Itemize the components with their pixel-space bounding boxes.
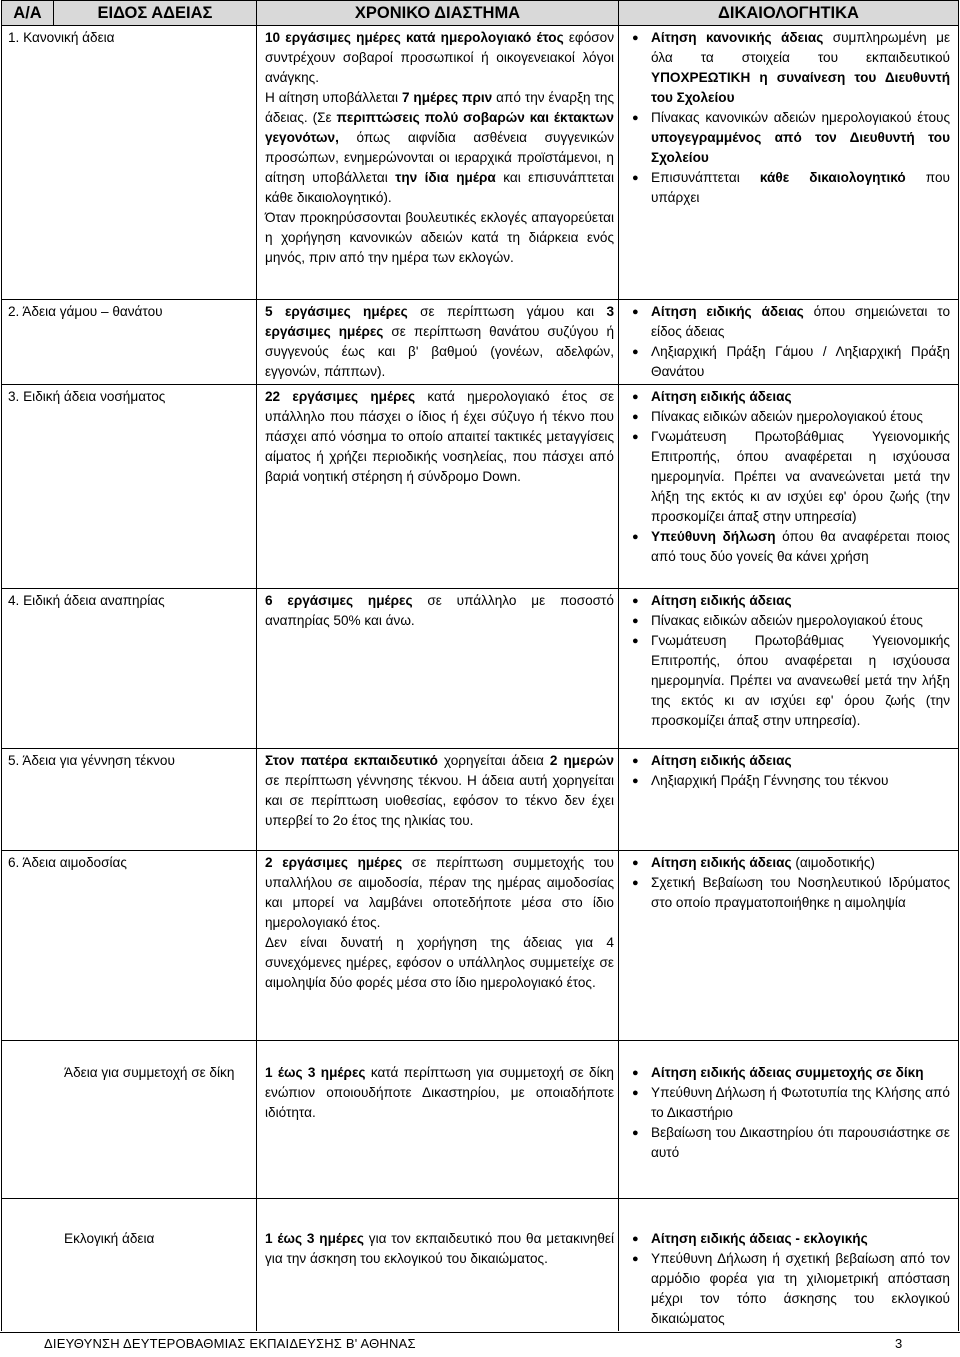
list-item (629, 591, 950, 611)
header-leave-type: ΕΙΔΟΣ ΑΔΕΙΑΣ (54, 1, 257, 26)
bullet-icon: ● (632, 172, 639, 184)
header-documents: ΔΙΚΑΙΟΛΟΓΗΤΙΚΑ (619, 1, 959, 26)
bullet-icon: ● (632, 775, 639, 787)
list-item (629, 427, 950, 527)
bullet-icon: ● (632, 1233, 639, 1245)
text-segment: Δεν είναι δυνατή η χορήγηση της άδειας για 4 συνεχόμενες ημέρες, εφόσον ο υπάλληλος συμμετείχε σε αιμοληψία δύο φορές μέσα στο ίδιο ημερολογιακό έτος. (265, 935, 614, 990)
documents-list (629, 1063, 950, 1163)
text-segment: από την έναρξη της άδειας. (Σε (265, 90, 615, 125)
text-segment: Ληξιαρχική Πράξη Γάμου / Ληξιαρχική Πράξη Θανάτου (651, 344, 950, 379)
leave-documents (619, 589, 959, 749)
table-row (2, 1199, 959, 1332)
text-segment: Βεβαίωση του Δικαστηρίου ότι παρουσιάστηκε σε αυτό (651, 1125, 950, 1160)
text-segment: κατά περίπτωση για συμμετοχή σε δίκη ενώπιον οποιουδήποτε Δικαστηρίου, με οποιαδήποτε ιδιότητα. (265, 1065, 614, 1120)
leave-period (257, 385, 619, 589)
table-row (2, 589, 959, 749)
text-segment: σε υπάλληλο με ποσοστό αναπηρίας 50% και άνω. (265, 593, 614, 628)
documents-list (629, 1229, 950, 1329)
text-segment: (αιμοδοτικής) (791, 855, 875, 870)
leave-period (257, 749, 619, 851)
leave-name: 3. Ειδική άδεια νοσήματος (2, 385, 257, 589)
bullet-icon: ● (632, 346, 639, 358)
leave-name: Εκλογική άδεια (2, 1199, 257, 1332)
text-segment: Αίτηση ειδικής άδειας (651, 304, 804, 319)
text-segment: Ληξιαρχική Πράξη Γέννησης του τέκνου (651, 773, 889, 788)
leave-name: 4. Ειδική άδεια αναπηρίας (2, 589, 257, 749)
leave-documents (619, 26, 959, 300)
bullet-icon: ● (632, 857, 639, 869)
bullet-icon: ● (632, 531, 639, 543)
list-item (629, 1123, 950, 1163)
bullet-icon: ● (632, 877, 639, 889)
text-segment: Όταν προκηρύσσονται βουλευτικές εκλογές απαγορεύεται η χορήγηση κανονικών αδειών κατά τη διάρκεια ενός μηνός, πριν από την ημέρα των εκλογών. (265, 210, 614, 265)
documents-list (629, 302, 950, 382)
text-segment: 2 εργάσιμες ημέρες (265, 855, 403, 870)
text-segment: Υπεύθυνη Δήλωση ή σχετική βεβαίωση από τον αρμόδιο φορέα για τη χιλιομετρική απόσταση μέχρι τον τόπο άσκησης του εκλογικού δικαιώματος (651, 1251, 950, 1326)
leave-documents (619, 1041, 959, 1199)
leave-name: Άδεια για συμμετοχή σε δίκη (2, 1041, 257, 1199)
bullet-icon: ● (632, 112, 639, 124)
text-segment: την ίδια ημέρα (395, 170, 496, 185)
text-segment: 10 εργάσιμες ημέρες κατά ημερολογιακό έτος (265, 30, 564, 45)
text-segment: συμπληρωμένη με όλα τα στοιχεία του εκπαιδευτικού (651, 30, 951, 65)
list-item (629, 527, 950, 567)
leave-documents (619, 300, 959, 385)
list-item (629, 751, 950, 771)
leave-name: 5. Άδεια για γέννηση τέκνου (2, 749, 257, 851)
text-segment: 5 εργάσιμες ημέρες (265, 304, 408, 319)
bullet-icon: ● (632, 1067, 639, 1079)
text-segment: Πίνακας ειδικών αδειών ημερολογιακού έτους (651, 409, 923, 424)
bullet-icon: ● (632, 32, 639, 44)
text-segment: Σχετική Βεβαίωση του Νοσηλευτικού Ιδρύματος στο οποίο πραγματοποιήθηκε η αιμοληψία (651, 875, 950, 910)
table-row (2, 385, 959, 589)
text-segment: όπως αιφνίδια ασθένεια συγγενικών προσώπων, ενημερώνονται οι ιεραρχικά προϊστάμενοι, η αίτηση υποβάλλεται (265, 130, 614, 185)
list-item (629, 1063, 950, 1083)
leave-period (257, 26, 619, 300)
leave-documents (619, 1199, 959, 1332)
list-item (629, 1249, 950, 1329)
header-aa: Α/Α (2, 1, 54, 26)
table-row (2, 26, 959, 300)
text-segment: Υπεύθυνη Δήλωση ή Φωτοτυπία της Κλήσης από το Δικαστήριο (651, 1085, 950, 1120)
list-item (629, 611, 950, 631)
list-item (629, 387, 950, 407)
leave-name: 6. Άδεια αιμοδοσίας (2, 851, 257, 1041)
text-segment: Γνωμάτευση Πρωτοβάθμιας Υγειονομικής Επιτροπής, όπου αναφέρεται η ισχύουσα ημερομηνία. Πρέπει να ανανεωθεί μετά την λήξη της εκτός κι αν ισχύει εφ' όρου ζωής (την προσκομίζει άπαξ στην υπηρεσία). (651, 633, 950, 728)
leave-documents (619, 749, 959, 851)
documents-list (629, 853, 950, 913)
text-segment: και επισυνάπτεται κάθε δικαιολογητικό). (265, 170, 614, 205)
text-segment: χορηγείται άδεια (437, 753, 550, 768)
leave-documents (619, 851, 959, 1041)
leave-documents (619, 385, 959, 589)
text-segment: σε περίπτωση γέννησης τέκνου. Η άδεια αυτή χορηγείται και σε περίπτωση υιοθεσίας, εφόσον το τέκνο δεν έχει υπερβεί το 2ο έτος της ηλικίας του. (265, 773, 614, 828)
list-item (629, 873, 950, 913)
text-segment: 1 έως 3 ημέρες (265, 1065, 366, 1080)
text-segment: όπου θα αναφέρεται ποιος από τους δύο γονείς θα κάνει χρήση (651, 529, 950, 564)
header-time-period: ΧΡΟΝΙΚΟ ΔΙΑΣΤΗΜΑ (257, 1, 619, 26)
documents-list (629, 751, 950, 791)
text-segment: περιπτώσεις πολύ σοβαρών και έκτακτων γεγονότων, (265, 110, 614, 145)
leave-period (257, 1199, 619, 1332)
text-segment: 3 εργάσιμες ημέρες (265, 304, 614, 339)
text-segment: Αίτηση ειδικής άδειας (651, 593, 792, 608)
footer-department: ΔΙΕΥΘΥΝΣΗ ΔΕΥΤΕΡΟΒΑΘΜΙΑΣ ΕΚΠΑΙΔΕΥΣΗΣ Β' ΑΘΗΝΑΣ (44, 1336, 416, 1351)
text-segment: Αίτηση ειδικής άδειας συμμετοχής σε δίκη (651, 1065, 924, 1080)
bullet-icon: ● (632, 306, 639, 318)
leave-name: 1. Κανονική άδεια (2, 26, 257, 300)
text-segment: σε περίπτωση θανάτου συζύγου ή συγγενούς έως και β' βαθμού (γονέων, αδελφών, εγγονών, πάππων). (265, 324, 615, 379)
list-item (629, 168, 950, 208)
text-segment: 22 εργάσιμες ημέρες (265, 389, 416, 404)
text-segment: κατά ημερολογιακό έτος σε υπάλληλο που πάσχει ο ίδιος ή έχει σύζυγο ή τέκνο που πάσχει από νόσημα το οποίο απαιτεί τακτικές μεταγγίσεις αίματος ή χρήζει περιοδικής νοσηλείας, που πάσχει από βαριά νοητική στέρηση ή σύνδρομο Down. (265, 389, 614, 484)
text-segment: υπογεγραμμένος από τον Διευθυντή του Σχολείου (651, 130, 950, 165)
table-header-row (2, 1, 959, 26)
text-segment: 7 ημέρες πριν (401, 90, 493, 105)
list-item (629, 1229, 950, 1249)
table-row (2, 749, 959, 851)
bullet-icon: ● (632, 615, 639, 627)
leave-period (257, 589, 619, 749)
text-segment: Στον πατέρα εκπαιδευτικό (265, 753, 438, 768)
text-segment: Αίτηση ειδικής άδειας (651, 753, 792, 768)
list-item (629, 771, 950, 791)
list-item (629, 342, 950, 382)
bullet-icon: ● (632, 595, 639, 607)
text-segment: Πίνακας ειδικών αδειών ημερολογιακού έτους (651, 613, 923, 628)
footer-divider (0, 1332, 960, 1333)
text-segment: Αίτηση ειδικής άδειας - εκλογικής (651, 1231, 868, 1246)
text-segment: Αίτηση ειδικής άδειας (651, 855, 792, 870)
leave-name: 2. Άδεια γάμου – θανάτου (2, 300, 257, 385)
bullet-icon: ● (632, 411, 639, 423)
text-segment: 1 έως 3 ημέρες (265, 1231, 364, 1246)
list-item (629, 853, 950, 873)
text-segment: Αίτηση κανονικής άδειας (651, 30, 824, 45)
list-item (629, 1083, 950, 1123)
leave-period (257, 851, 619, 1041)
documents-list (629, 387, 950, 567)
text-segment: Επισυνάπτεται (651, 170, 760, 185)
bullet-icon: ● (632, 635, 639, 647)
text-segment: Η αίτηση υποβάλλεται (265, 90, 402, 105)
page-number: 3 (895, 1336, 903, 1351)
table-row (2, 300, 959, 385)
text-segment: κάθε δικαιολογητικό (759, 170, 906, 185)
list-item (629, 108, 950, 168)
table-row (2, 1041, 959, 1199)
leave-period (257, 1041, 619, 1199)
text-segment: που υπάρχει (651, 170, 950, 205)
text-segment: σε περίπτωση συμμετοχής του υπαλλήλου σε αιμοδοσία, πέραν της ημέρας αιμοδοσίας και μπορεί να λαμβάνει οποτεδήποτε μέσα στο ίδιο ημερολογιακό έτος. (265, 855, 614, 930)
text-segment: Γνωμάτευση Πρωτοβάθμιας Υγειονομικής Επιτροπής, όπου αναφέρεται η ισχύουσα ημερομηνία. Πρέπει να ανανεώνεται μετά την λήξη της εκτός κι αν ισχύει εφ' όρου ζωής (την προσκομίζει άπαξ στην υπηρεσία) (651, 429, 950, 524)
list-item (629, 407, 950, 427)
text-segment: Αίτηση ειδικής άδειας (651, 389, 792, 404)
documents-list (629, 28, 950, 208)
list-item (629, 631, 950, 731)
bullet-icon: ● (632, 1087, 639, 1099)
text-segment: 6 εργάσιμες ημέρες (265, 593, 413, 608)
leave-types-table (1, 0, 959, 1331)
leave-period (257, 300, 619, 385)
text-segment: για τον εκπαιδευτικό που θα μετακινηθεί για την άσκηση του εκλογικού του δικαιώματος. (265, 1231, 614, 1266)
text-segment: 2 ημερών (549, 753, 614, 768)
list-item (629, 302, 950, 342)
documents-list (629, 591, 950, 731)
text-segment: σε περίπτωση γάμου και (407, 304, 607, 319)
bullet-icon: ● (632, 431, 639, 443)
bullet-icon: ● (632, 391, 639, 403)
bullet-icon: ● (632, 1253, 639, 1265)
text-segment: Πίνακας κανονικών αδειών ημερολογιακού έτους (651, 110, 950, 125)
text-segment: Υπεύθυνη δήλωση (651, 529, 776, 544)
text-segment: ΥΠΟΧΡΕΩΤΙΚΗ η συναίνεση του Διευθυντή του Σχολείου (651, 70, 950, 105)
table-row (2, 851, 959, 1041)
text-segment: εφόσον συντρέχουν σοβαροί προσωπικοί ή οικογενειακοί λόγοι ανάγκης. (265, 30, 615, 85)
list-item (629, 28, 950, 108)
bullet-icon: ● (632, 1127, 639, 1139)
bullet-icon: ● (632, 755, 639, 767)
text-segment: όπου σημειώνεται το είδος άδειας (651, 304, 950, 339)
